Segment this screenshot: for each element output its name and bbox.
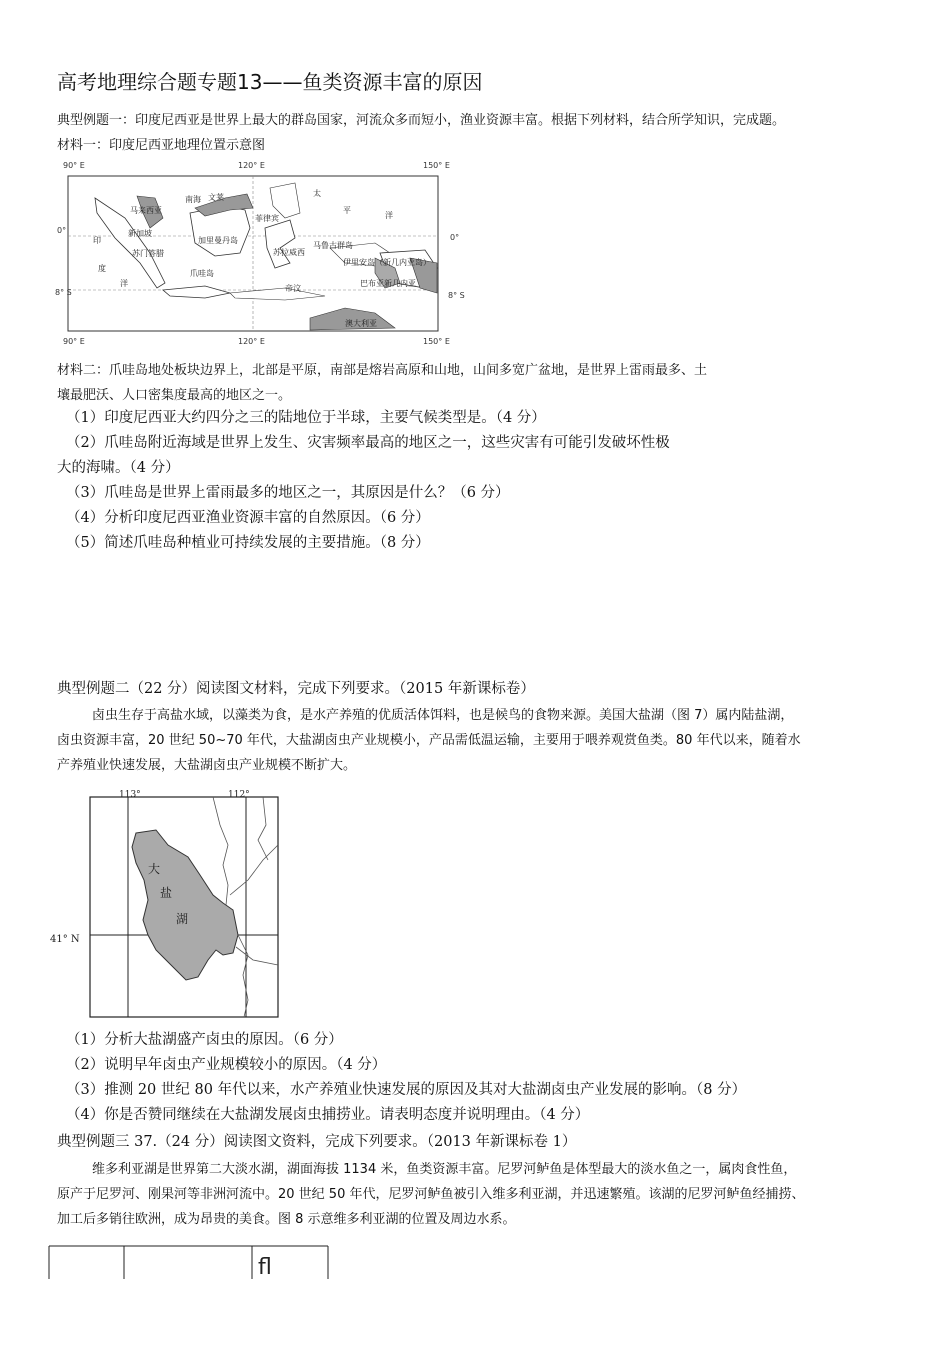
river xyxy=(236,947,278,965)
example3-para-line2: 原产于尼罗河、刚果河等非洲河流中。20 世纪 50 年代，尼罗河鲈鱼被引入维多利亚湖，并迅速繁殖。该湖的尼罗河鲈鱼经捕捞、 xyxy=(57,1187,805,1202)
map-label: 洋 xyxy=(120,279,128,288)
lat-label: 41° N xyxy=(50,934,80,945)
ex2-question-3: （3）推测 20 世纪 80 年代以来，水产养殖业快速发展的原因及其对大盐湖卤虫产业发展的影响。（8 分） xyxy=(66,1082,747,1098)
victoria-lake-map-fragment xyxy=(48,1244,333,1279)
philippines-islands xyxy=(270,183,300,218)
map-label: 苏拉威西 xyxy=(273,248,305,257)
ex2-question-1: （1）分析大盐湖盛产卤虫的原因。（6 分） xyxy=(66,1032,343,1048)
map-label: 太 xyxy=(313,189,321,198)
question-4: （4）分析印度尼西亚渔业资源丰富的自然原因。（6 分） xyxy=(66,510,430,526)
map-coord: 8° S xyxy=(448,291,465,300)
lon-label: 113° xyxy=(119,790,141,800)
question-5: （5）简述爪哇岛种植业可持续发展的主要措施。（8 分） xyxy=(66,535,430,551)
map-coord: 120° E xyxy=(238,337,265,346)
map-label: 巴布亚新几内亚 xyxy=(360,279,416,288)
example2-para-line1: 卤虫生存于高盐水域，以藻类为食，是水产养殖的优质活体饵料，也是候鸟的食物来源。美国大盐湖（图 7）属内陆盐湖， xyxy=(92,708,794,723)
river xyxy=(213,797,228,905)
java-island xyxy=(163,286,230,298)
map-coord: 8° S xyxy=(55,288,72,297)
sulawesi-island xyxy=(265,220,295,268)
question-3: （3）爪哇岛是世界上雷雨最多的地区之一，其原因是什么？（6 分） xyxy=(66,485,510,501)
material2-line2: 壤最肥沃、人口密集度最高的地区之一。 xyxy=(57,388,292,403)
fragment-text: fl xyxy=(258,1255,272,1279)
map-label: 伊里安岛（新几内亚岛） xyxy=(343,258,431,267)
example3-para-line1: 维多利亚湖是世界第二大淡水湖，湖面海拔 1134 米，鱼类资源丰富。尼罗河鲈鱼是体型最大的淡水鱼之一，属肉食性鱼， xyxy=(92,1162,797,1177)
page-title: 高考地理综合题专题13——鱼类资源丰富的原因 xyxy=(57,70,483,94)
question-2-cont: 大的海啸。（4 分） xyxy=(57,460,180,476)
map-label: 帝汶 xyxy=(285,284,301,293)
map-coord: 90° E xyxy=(63,337,85,346)
great-salt-lake-map xyxy=(48,785,288,1021)
map-label: 菲律宾 xyxy=(255,214,279,223)
map-label: 苏门答腊 xyxy=(132,249,164,258)
map-coord: 0° xyxy=(450,233,460,242)
map-coord: 90° E xyxy=(63,161,85,170)
ex2-question-4: （4）你是否赞同继续在大盐湖发展卤虫捕捞业。请表明态度并说明理由。（4 分） xyxy=(66,1107,590,1123)
map-coord: 0° xyxy=(57,226,67,235)
material1-label: 材料一：印度尼西亚地理位置示意图 xyxy=(57,138,266,153)
map-coord: 150° E xyxy=(423,161,450,170)
ex2-question-2: （2）说明早年卤虫产业规模较小的原因。（4 分） xyxy=(66,1057,387,1073)
indonesia-map xyxy=(55,158,475,348)
map-label: 度 xyxy=(98,264,106,273)
example2-para-line2: 卤虫资源丰富，20 世纪 50~70 年代，大盐湖卤虫产业规模小，产品需低温运输，主要用于喂养观赏鱼类。80 年代以来，随着水 xyxy=(57,733,801,748)
map-label: 新加坡 xyxy=(128,229,152,238)
example1-intro: 典型例题一：印度尼西亚是世界上最大的群岛国家，河流众多而短小，渔业资源丰富。根据下列材料，结合所学知识，完成题。 xyxy=(57,113,786,128)
lon-label: 112° xyxy=(228,790,250,800)
material2-line1: 材料二：爪哇岛地处板块边界上，北部是平原，南部是熔岩高原和山地，山间多宽广盆地，是世界上雷雨最多、土 xyxy=(57,363,708,378)
map-label: 加里曼丹岛 xyxy=(198,236,238,245)
example2-heading: 典型例题二（22 分）阅读图文材料，完成下列要求。（2015 年新课标卷） xyxy=(57,681,535,697)
question-2: （2）爪哇岛附近海域是世界上发生、灾害频率最高的地区之一，这些灾害有可能引发破坏性极 xyxy=(66,435,670,451)
borneo-island xyxy=(190,206,250,256)
lake-label: 湖 xyxy=(176,912,189,926)
map-label: 马鲁古群岛 xyxy=(313,241,353,250)
river xyxy=(258,797,268,860)
map-label: 爪哇岛 xyxy=(190,269,214,278)
map-coord: 120° E xyxy=(238,161,265,170)
lake-label: 大 xyxy=(148,862,161,876)
river xyxy=(230,845,278,895)
map-label: 南海 xyxy=(185,195,201,204)
map-label: 印 xyxy=(93,236,101,245)
map-label: 平 xyxy=(343,206,351,215)
great-salt-lake xyxy=(132,830,238,980)
map-label: 马来西亚 xyxy=(130,206,162,215)
example3-heading: 典型例题三 37.（24 分）阅读图文资料，完成下列要求。（2013 年新课标卷 1） xyxy=(57,1134,577,1150)
map-label: 澳大利亚 xyxy=(345,319,377,328)
lake-label: 盐 xyxy=(160,886,173,900)
example3-para-line3: 加工后多销往欧洲，成为昂贵的美食。图 8 示意维多利亚湖的位置及周边水系。 xyxy=(57,1212,516,1227)
map-label: 洋 xyxy=(385,211,393,220)
example2-para-line3: 产养殖业快速发展，大盐湖卤虫产业规模不断扩大。 xyxy=(57,758,357,773)
question-1: （1）印度尼西亚大约四分之三的陆地位于半球，主要气候类型是。（4 分） xyxy=(66,410,546,426)
map-label: 文莱 xyxy=(208,193,224,202)
map-coord: 150° E xyxy=(423,337,450,346)
